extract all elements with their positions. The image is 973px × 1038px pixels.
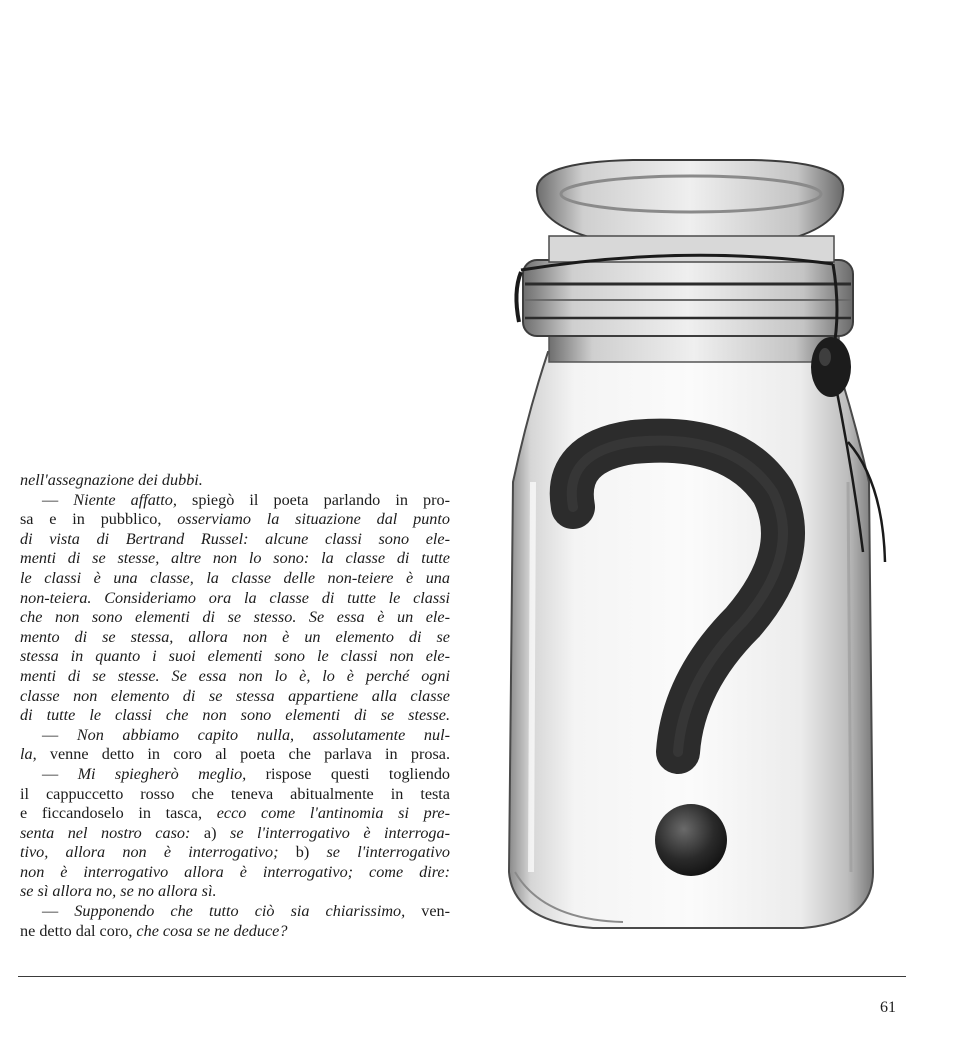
text-run: Niente affatto,	[73, 490, 177, 509]
text-line	[20, 667, 450, 687]
text-line	[20, 510, 450, 530]
text-run: a)	[190, 823, 231, 842]
text-line	[20, 471, 450, 491]
text-line	[20, 882, 450, 902]
text-run: Mi spiegherò meglio,	[77, 764, 247, 783]
text-run: sa e in pubblico,	[20, 510, 178, 529]
page-number: 61	[880, 999, 896, 1016]
text-run: stessa in quanto i suoi elementi sono le classi non ele-	[20, 647, 450, 666]
text-line	[20, 902, 450, 922]
text-line	[20, 549, 450, 569]
text-line	[20, 628, 450, 648]
text-run: osserviamo la situazione dal punto	[177, 510, 450, 529]
text-run: Supponendo che tutto ciò sia chiarissimo,	[74, 902, 406, 921]
text-line	[20, 589, 450, 609]
text-line	[20, 843, 450, 863]
text-run: —	[42, 725, 77, 744]
text-run: spiegò il poeta parlando in pro-	[176, 490, 450, 509]
text-line	[20, 726, 450, 746]
text-run: la,	[20, 745, 37, 764]
text-run: b)	[278, 843, 327, 862]
text-line	[20, 824, 450, 844]
text-run: classe non elemento di se stessa appartiene alla classe	[20, 686, 450, 705]
text-run: se sì allora no, se no allora sì.	[20, 882, 217, 901]
text-line	[20, 647, 450, 667]
text-run: di tutte le classi che non sono elementi di se stesse.	[20, 706, 450, 725]
text-run: —	[42, 764, 78, 783]
text-run: che cosa se ne deduce?	[136, 921, 288, 940]
text-line	[20, 706, 450, 726]
text-line	[20, 765, 450, 785]
jar-photo	[503, 152, 898, 932]
text-run: se l'interrogativo è interroga-	[230, 823, 450, 842]
text-run: Non abbiamo capito nulla, assolutamente nul-	[76, 725, 451, 744]
text-run: se l'interrogativo	[326, 843, 450, 862]
text-run: senta nel nostro caso:	[20, 823, 191, 842]
text-line	[20, 863, 450, 883]
text-run: nell'assegnazione dei dubbi.	[20, 471, 203, 489]
text-run: e ficcandoselo in tasca,	[20, 804, 217, 823]
text-run: venne detto in coro al poeta che parlava in prosa.	[36, 745, 450, 764]
body-text	[20, 471, 450, 941]
text-run: menti di se stesse, altre non lo sono: la classe di tutte	[20, 549, 450, 568]
text-run: di vista di Bertrand Russel: alcune classi sono ele-	[20, 529, 450, 548]
text-line	[20, 530, 450, 550]
text-line	[20, 922, 450, 942]
text-line	[20, 804, 450, 824]
text-line	[20, 785, 450, 805]
text-run: le classi è una classe, la classe delle non-teiere è una	[20, 568, 450, 587]
jar-lid	[537, 160, 843, 262]
text-line	[20, 608, 450, 628]
jar-neck	[523, 260, 853, 362]
text-run: il cappuccetto rosso che teneva abitualmente in testa	[20, 784, 450, 803]
text-run: non è interrogativo allora è interrogativo; come dire:	[20, 862, 450, 881]
text-run: che non sono elementi di se stesso. Se essa è un ele-	[20, 608, 450, 627]
text-run: ecco come l'antinomia si pre-	[216, 804, 450, 823]
text-run: ven-	[405, 902, 451, 921]
text-run: mento di se stessa, allora non è un elemento di se	[20, 627, 450, 646]
text-run: —	[42, 902, 75, 921]
text-run: non-teiera. Consideriamo ora la classe di tutte le classi	[20, 588, 450, 607]
text-run: —	[42, 490, 74, 509]
text-run: rispose questi togliendo	[246, 764, 451, 783]
text-line	[20, 569, 450, 589]
text-line	[20, 745, 450, 765]
text-run: tivo, allora non è interrogativo;	[20, 843, 279, 862]
text-run: ne detto dal coro,	[20, 921, 137, 940]
text-line	[20, 687, 450, 707]
text-run: menti di se stesse. Se essa non lo è, lo è perché ogni	[20, 666, 450, 685]
footer-rule	[18, 976, 906, 977]
text-line	[20, 491, 450, 511]
